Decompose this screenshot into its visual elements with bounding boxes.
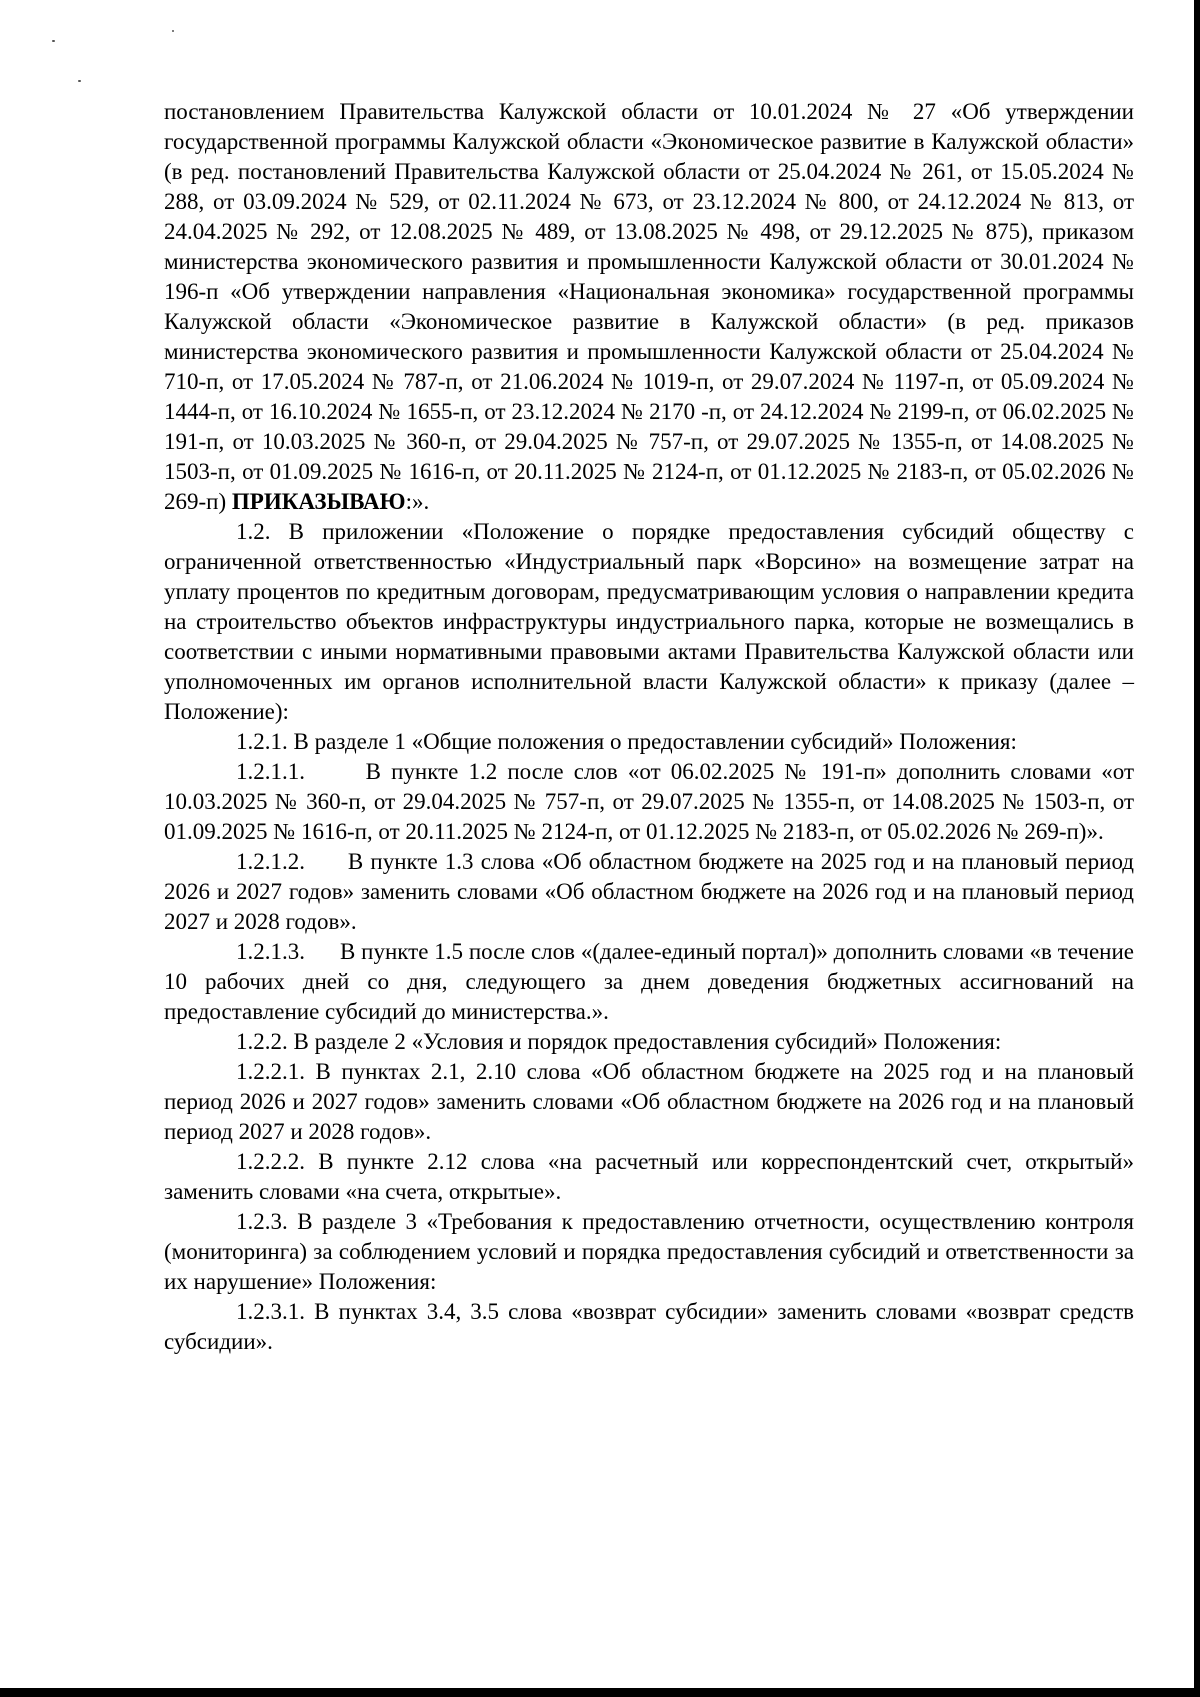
paragraph-1-2-2-1: 1.2.2.1. В пунктах 2.1, 2.10 слова «Об областном бюджете на 2025 год и на плановый период 2026 и 2027 годов» заменить словами «Об областном бюджете на 2026 год и на плановый период 2027 и 2028 годов». — [164, 1059, 1134, 1144]
scan-artifact — [52, 40, 55, 42]
paragraph-1-2-3: 1.2.3. В разделе 3 «Требования к предоставлению отчетности, осуществлению контроля (мониторинга) за соблюдением условий и порядка предоставления субсидий и ответственности за их нарушение» Положения: — [164, 1209, 1134, 1294]
document-body — [164, 97, 1140, 1357]
scan-artifact — [78, 80, 81, 82]
paragraph-intro-end: :». — [405, 489, 430, 514]
paragraph-1-2-2-2: 1.2.2.2. В пункте 2.12 слова «на расчетный или корреспондентский счет, открытый» заменить словами «на счета, открытые». — [164, 1149, 1134, 1204]
paragraph-1-2: 1.2. В приложении «Положение о порядке предоставления субсидий обществу с ограниченной ответственностью «Индустриальный парк «Ворсино» на возмещение затрат на уплату процентов по кредитным договорам, предусматривающим условия о направлении кредита на строительство объектов инфраструктуры индустриального парка, которые не возмещались в соответствии с иными нормативными правовыми актами Правительства Калужской области или уполномоченных им органов исполнительной власти Калужской области» к приказу (далее – Положение): — [164, 519, 1134, 724]
paragraph-1-2-1-1: 1.2.1.1. В пункте 1.2 после слов «от 06.02.2025 № 191-п» дополнить словами «от 10.03.2025 № 360-п, от 29.04.2025 № 757-п, от 29.07.2025 № 1355-п, от 14.08.2025 № 1503-п, от 01.09.2025 № 1616-п, от 20.11.2025 № 2124-п, от 01.12.2025 № 2183-п, от 05.02.2026 № 269-п)». — [164, 759, 1140, 844]
paragraph-1-2-1: 1.2.1. В разделе 1 «Общие положения о предоставлении субсидий» Положения: — [236, 729, 1017, 754]
scan-artifact — [172, 30, 174, 32]
paragraph-intro — [164, 97, 1134, 517]
order-keyword: ПРИКАЗЫВАЮ — [231, 489, 406, 514]
paragraph-1-2-1-3: 1.2.1.3. В пункте 1.5 после слов «(далее-единый портал)» дополнить словами «в течение 10 рабочих дней со дня, следующего за днем доведения бюджетных ассигнований на предоставление субсидий до министерства.». — [164, 939, 1140, 1024]
scan-edge-right — [1194, 0, 1200, 1697]
scan-edge-bottom — [0, 1688, 1200, 1697]
paragraph-intro-text: постановлением Правительства Калужской области от 10.01.2024 № 27 «Об утверждении государственной программы Калужской области «Экономическое развитие в Калужской области» (в ред. постановлений Правительства Калужской области от 25.04.2024 № 261, от 15.05.2024 № 288, от 03.09.2024 № 529, от 02.11.2024 № 673, от 23.12.2024 № 800, от 24.12.2024 № 813, от 24.04.2025 № 292, от 12.08.2025 № 489, от 13.08.2025 № 498, от 29.12.2025 № 875), приказом министерства экономического развития и промышленности Калужской области от 30.01.2024 № 196-п «Об утверждении направления «Национальная экономика» государственной программы Калужской области «Экономическое развитие в Калужской области» (в ред. приказов министерства экономического развития и промышленности Калужской области от 25.04.2024 № 710-п, от 17.05.2024 № 787-п, от 21.06.2024 № 1019-п, от 29.07.2024 № 1197-п, от 05.09.2024 № 1444-п, от 16.10.2024 № 1655-п, от 23.12.2024 № 2170 -п, от 24.12.2024 № 2199-п, от 06.02.2025 № 191-п, от 10.03.2025 № 360-п, от 29.04.2025 № 757-п, от 29.07.2025 № 1355-п, от 14.08.2025 № 1503-п, от 01.09.2025 № 1616-п, от 20.11.2025 № 2124-п, от 01.12.2025 № 2183-п, от 05.02.2026 № 269-п) — [164, 99, 1134, 514]
paragraph-1-2-1-2: 1.2.1.2. В пункте 1.3 слова «Об областном бюджете на 2025 год и на плановый период 2026 и 2027 годов» заменить словами «Об областном бюджете на 2026 год и на плановый период 2027 и 2028 годов». — [164, 849, 1140, 934]
paragraph-1-2-2: 1.2.2. В разделе 2 «Условия и порядок предоставления субсидий» Положения: — [236, 1029, 1002, 1054]
paragraph-1-2-3-1: 1.2.3.1. В пунктах 3.4, 3.5 слова «возврат субсидии» заменить словами «возврат средств субсидии». — [164, 1299, 1134, 1354]
